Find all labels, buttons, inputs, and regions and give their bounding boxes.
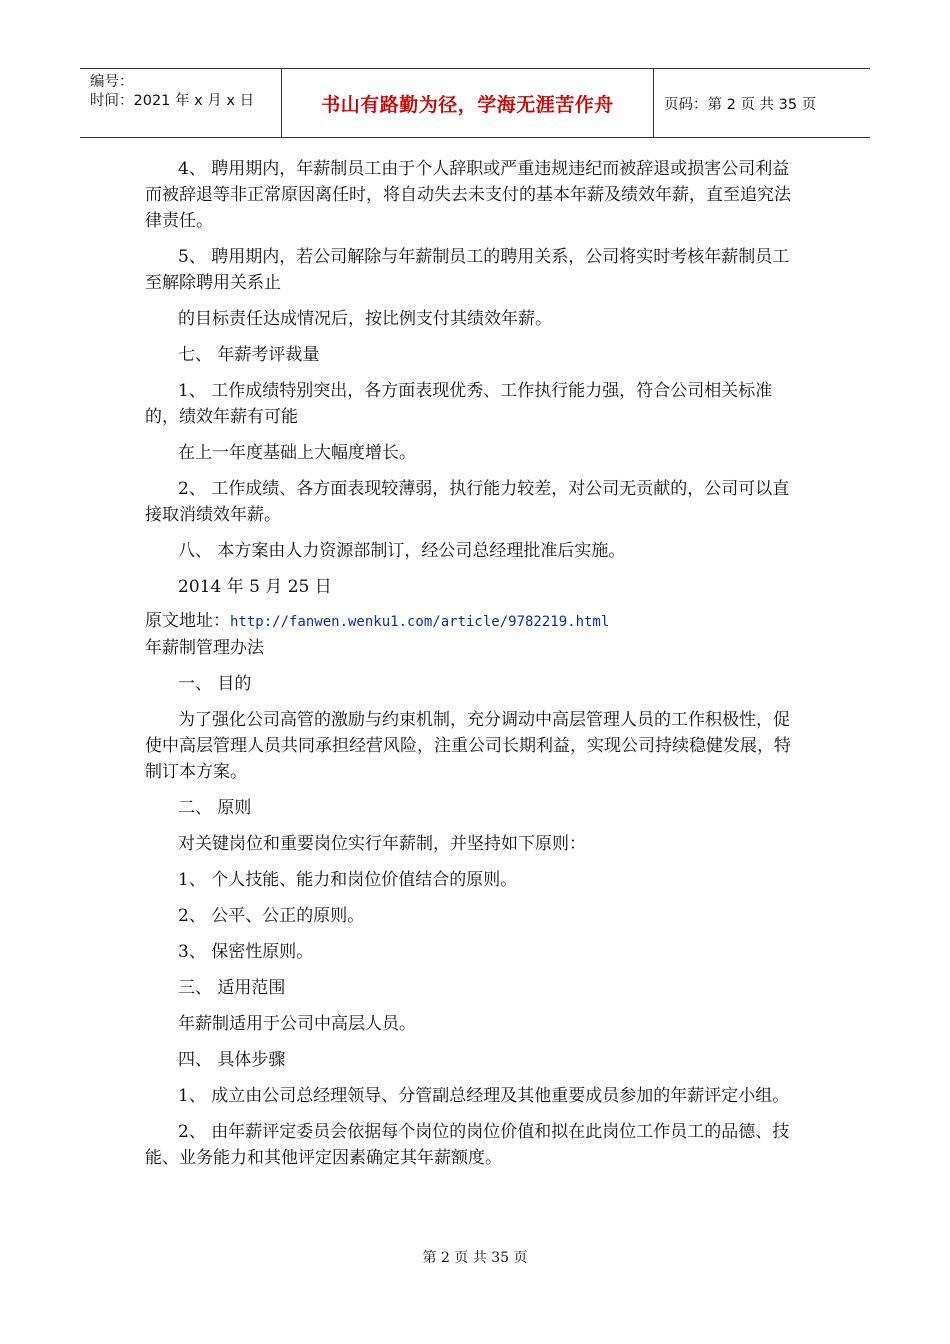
doc-number-label: 编号： bbox=[90, 74, 134, 90]
section-heading: 七、 年薪考评裁量 bbox=[178, 345, 320, 365]
paragraph: 4、 聘用期内，年薪制员工由于个人辞职或严重违规违纪而被辞退或损害公司利益而被辞退等非正常原因离任时，将自动失去未支付的基本年薪及绩效年薪，直至追究法律责任。 bbox=[145, 159, 791, 231]
list-item: 2、 公平、公正的原则。 bbox=[178, 906, 365, 926]
doc-time: 时间：2021 年 x 月 x 日 bbox=[90, 93, 255, 109]
section-heading: 三、 适用范围 bbox=[178, 978, 286, 998]
paragraph: 5、 聘用期内，若公司解除与年薪制员工的聘用关系，公司将实时考核年薪制员工至解除聘用关系止 bbox=[145, 247, 790, 293]
paragraph: 为了强化公司高管的激励与约束机制，充分调动中高层管理人员的工作积极性，促使中高层管理人员共同承担经营风险，注重公司长期利益，实现公司持续稳健发展，特制订本方案。 bbox=[145, 710, 791, 782]
list-item: 2、 由年薪评定委员会依据每个岗位的岗位价值和拟在此岗位工作员工的品德、技能、业务能力和其他评定因素确定其年薪额度。 bbox=[145, 1122, 790, 1168]
section-heading: 一、 目的 bbox=[178, 674, 252, 694]
source-link[interactable]: http://fanwen.wenku1.com/article/9782219.html bbox=[230, 614, 610, 630]
section-heading: 二、 原则 bbox=[178, 798, 252, 818]
paragraph: 的目标责任达成情况后，按比例支付其绩效年薪。 bbox=[178, 309, 552, 329]
paragraph: 在上一年度基础上大幅度增长。 bbox=[178, 443, 416, 463]
page-header bbox=[80, 68, 870, 138]
paragraph: 1、 工作成绩特别突出，各方面表现优秀、工作执行能力强，符合公司相关标准的，绩效年薪有可能 bbox=[145, 381, 773, 427]
paragraph: 2、 工作成绩、各方面表现较薄弱，执行能力较差，对公司无贡献的，公司可以直接取消绩效年薪。 bbox=[145, 479, 790, 525]
source-label: 原文地址： bbox=[145, 611, 230, 631]
source-line bbox=[145, 608, 795, 635]
header-page-info-cell bbox=[654, 69, 870, 137]
section-heading: 四、 具体步骤 bbox=[178, 1050, 286, 1070]
date-line: 2014 年 5 月 25 日 bbox=[178, 577, 332, 597]
page-footer: 第 2 页 共 35 页 bbox=[422, 1250, 528, 1266]
paragraph: 年薪制适用于公司中高层人员。 bbox=[178, 1014, 416, 1034]
document-body bbox=[145, 156, 795, 1171]
paragraph: 八、 本方案由人力资源部制订，经公司总经理批准后实施。 bbox=[178, 541, 626, 561]
header-meta bbox=[80, 69, 282, 137]
list-item: 1、 个人技能、能力和岗位价值结合的原则。 bbox=[178, 870, 518, 890]
page-info: 页码：第 2 页 共 35 页 bbox=[664, 96, 817, 113]
list-item: 1、 成立由公司总经理领导、分管副总经理及其他重要成员参加的年薪评定小组。 bbox=[178, 1086, 790, 1106]
motto: 书山有路勤为径，学海无涯苦作舟 bbox=[321, 93, 614, 116]
paragraph: 对关键岗位和重要岗位实行年薪制，并坚持如下原则： bbox=[178, 834, 586, 854]
header-motto-cell bbox=[282, 69, 654, 137]
document-title: 年薪制管理办法 bbox=[145, 638, 264, 658]
list-item: 3、 保密性原则。 bbox=[178, 942, 314, 962]
